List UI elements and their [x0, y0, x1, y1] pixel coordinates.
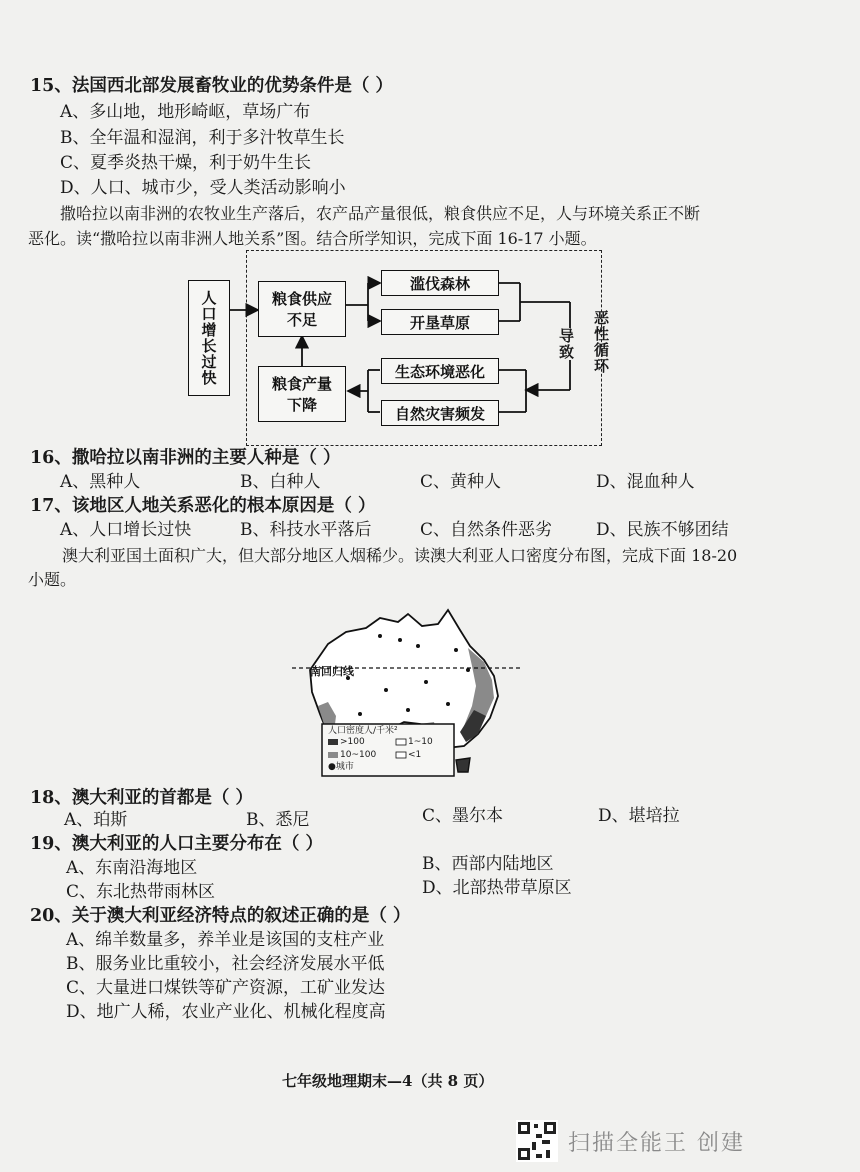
q20-option-c[interactable]: C、大量进口煤铁等矿产资源，工矿业发达 — [66, 978, 386, 998]
q19-option-a[interactable]: A、东南沿海地区 — [66, 858, 198, 878]
legend-city: ●城市 — [328, 762, 354, 772]
q18-stem: 18、澳大利亚的首都是（ ） — [30, 788, 253, 808]
q19-option-d[interactable]: D、北部热带草原区 — [422, 878, 572, 898]
legend-swatch-low — [396, 739, 406, 745]
intro-australia-line2: 小题。 — [28, 570, 77, 589]
q15-stem: 15、法国西北部发展畜牧业的优势条件是（ ） — [30, 76, 393, 96]
q20-option-d[interactable]: D、地广人稀，农业产业化、机械化程度高 — [66, 1002, 386, 1022]
q19-option-b[interactable]: B、西部内陆地区 — [422, 854, 554, 874]
legend-low: <1 — [408, 750, 422, 760]
box-deforestation — [381, 270, 499, 296]
q15-option-b[interactable]: B、全年温和湿润，利于多汁牧草生长 — [60, 128, 345, 148]
box-disasters — [381, 400, 499, 426]
q18-option-b[interactable]: B、悉尼 — [246, 810, 310, 830]
legend-title: 人口密度人/千米² — [328, 726, 398, 736]
scanner-watermark: 扫描全能王 创建 — [568, 1131, 745, 1156]
qr-code-icon — [516, 1120, 558, 1162]
page-footer: 七年级地理期末—4（共 8 页） — [282, 1072, 494, 1090]
q18-option-c[interactable]: C、墨尔本 — [422, 806, 504, 826]
legend-1-10: 1~10 — [408, 737, 433, 747]
q18-option-d[interactable]: D、堪培拉 — [598, 806, 680, 826]
legend-10-100: 10~100 — [340, 750, 377, 760]
q15-option-c[interactable]: C、夏季炎热干燥，利于奶牛生长 — [60, 153, 312, 173]
q17-option-d[interactable]: D、民族不够团结 — [596, 520, 729, 540]
q16-option-c[interactable]: C、黄种人 — [420, 472, 502, 492]
q19-stem: 19、澳大利亚的人口主要分布在（ ） — [30, 834, 323, 854]
box-population-growth — [188, 280, 230, 396]
q17-option-b[interactable]: B、科技水平落后 — [240, 520, 372, 540]
q16-option-a[interactable]: A、黑种人 — [60, 472, 141, 492]
q17-option-a[interactable]: A、人口增长过快 — [60, 520, 192, 540]
tropic-label: 南回归线 — [310, 665, 354, 678]
q15-option-d[interactable]: D、人口、城市少，受人类活动影响小 — [60, 178, 346, 198]
intro-africa-line2: 恶化。读“撒哈拉以南非洲人地关系”图。结合所学知识，完成下面 16-17 小题。 — [28, 229, 597, 248]
q16-option-b[interactable]: B、白种人 — [240, 472, 321, 492]
box-eco-deterioration — [381, 358, 499, 384]
box-food-supply — [258, 281, 346, 337]
q17-stem: 17、该地区人地关系恶化的根本原因是（ ） — [30, 496, 376, 516]
box-disasters-label: 自然灾害频发 — [394, 404, 485, 423]
q18-option-a[interactable]: A、珀斯 — [64, 810, 128, 830]
legend-swatch-empty — [396, 752, 406, 758]
box-deforestation-label: 滥伐森林 — [409, 274, 470, 293]
australia-population-map — [288, 606, 538, 778]
box-food-supply-label: 粮食供应不足 — [271, 290, 332, 329]
intro-africa-line1: 撒哈拉以南非洲的农牧业生产落后，农产品产量很低，粮食供应不足，人与环境关系正不断 — [60, 204, 701, 223]
box-food-output — [258, 366, 346, 422]
box-food-output-label: 粮食产量下降 — [271, 375, 332, 414]
label-vicious-cycle: 恶性循环 — [592, 310, 610, 374]
intro-australia-line1: 澳大利亚国土面积广大，但大部分地区人烟稀少。读澳大利亚人口密度分布图，完成下面 18-20 — [62, 546, 738, 565]
label-lead-to: 导致 — [557, 328, 575, 360]
q16-stem: 16、撒哈拉以南非洲的主要人种是（ ） — [30, 448, 341, 468]
box-population-growth-label: 人口增长过快 — [199, 290, 218, 386]
legend-high: >100 — [340, 737, 365, 747]
q19-option-c[interactable]: C、东北热带雨林区 — [66, 882, 216, 902]
legend-swatch-mid — [328, 752, 338, 758]
legend-swatch-high — [328, 739, 338, 745]
q16-option-d[interactable]: D、混血种人 — [596, 472, 695, 492]
q17-option-c[interactable]: C、自然条件恶劣 — [420, 520, 553, 540]
q15-option-a[interactable]: A、多山地，地形崎岖，草场广布 — [60, 102, 311, 122]
q20-stem: 20、关于澳大利亚经济特点的叙述正确的是（ ） — [30, 906, 411, 926]
box-eco-deterioration-label: 生态环境恶化 — [394, 362, 485, 381]
tasmania — [456, 758, 470, 772]
box-grassland-reclamation — [381, 309, 499, 335]
box-grassland-reclamation-label: 开垦草原 — [409, 313, 470, 332]
q20-option-b[interactable]: B、服务业比重较小，社会经济发展水平低 — [66, 954, 385, 974]
q20-option-a[interactable]: A、绵羊数量多，养羊业是该国的支柱产业 — [66, 930, 385, 950]
